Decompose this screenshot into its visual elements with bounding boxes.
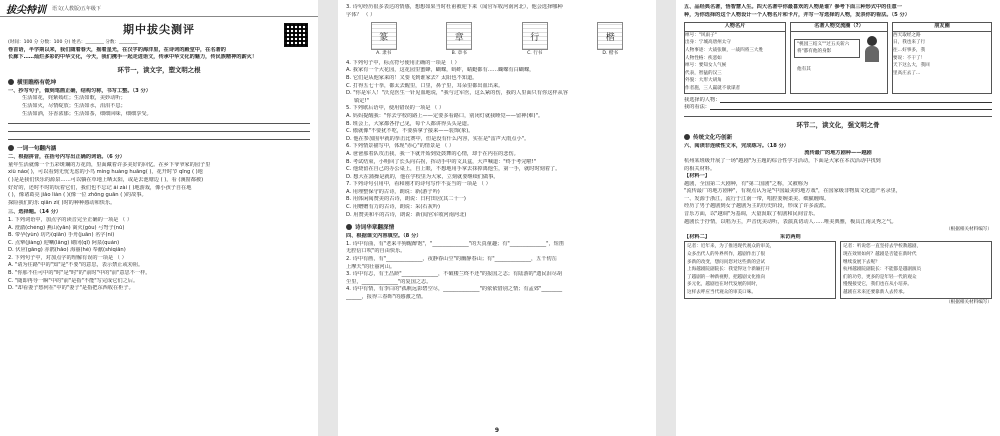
- option[interactable]: B. 它们是从他家来的！又要飞到谁家去？太阳也不知道。: [346, 74, 478, 81]
- option[interactable]: B. 用体闲阅赞美的古诗，朗说：日村田居(其二十一): [346, 196, 466, 203]
- article-intro: 的相关材料。: [684, 165, 716, 172]
- option[interactable]: D. 用赞美和平的古诗，朗说：新(闻官军收河南河北): [346, 211, 467, 218]
- fill-line[interactable]: 上摩天"的壮丽河山。: [346, 263, 396, 270]
- view-field[interactable]: 我的看法：: [684, 104, 992, 112]
- interview-boxes: [684, 241, 992, 298]
- fill-line[interactable]: 3. 诗中有志，有王昌龄"______________，不破楼兰终不还"的报国之志；有陆游的"遗民泪尽胡: [346, 271, 563, 278]
- character-card[interactable]: 名著人物交流圈（?） "桃园三结义""过五关斩六将"都有他的身影 他有其: [790, 22, 888, 93]
- fill-line[interactable]: 无腔信口吹"的自由快乐。: [346, 248, 406, 255]
- fill-line[interactable]: 尘里，______________"的复国之志。: [346, 278, 432, 285]
- pinyin-line: ( )，像诸葛亮 jiǎo liàn ( )(像一位 zhōng guān ( )的故事。: [8, 192, 147, 199]
- option[interactable]: C. 用赠赠有力的古诗，朗说：采(石灰吟): [346, 204, 440, 211]
- question-4: 四、根据课文内容填空。（8 分）: [346, 233, 422, 240]
- writing-line[interactable]: [8, 139, 310, 140]
- question-5: 五、品经典名著，悟智慧人生。四大名著中你最喜欢的人物是谁？参考下面三种形式中的任意一: [684, 4, 902, 10]
- fill-line[interactable]: 4. 诗中有情，有李白的"孤帆远影碧空尽，______________"的依依惜别之情；有孟郊"________: [346, 286, 563, 293]
- sub-question: 7. 下列诗句引用中，看和刚才的诗句写作不妥当的一项是 （ ）: [346, 181, 491, 188]
- material-text: 越剧，全国第二大剧种，有"第二国剧"之称，又被称为: [684, 180, 809, 187]
- option[interactable]: A. 我家有一个大花园，这花园里蜜蜂，蝴蝶，蚂蚱，蜻蜓都有……蝴蝶有白蝴蝶，: [346, 67, 535, 74]
- question-6: 六、阅读非连续性文本，完成练习。（18 分）: [684, 142, 789, 149]
- section-heading: 环节二，读文化，强文明之骨: [796, 120, 880, 129]
- material-text: 一、发源于浙江，流行于江南一带，唱腔委婉柔美、细腻缠绵。: [684, 195, 830, 202]
- sub-question: 6. 下列情景描写中，体现"赤心"的情景是 （ ）: [346, 143, 455, 150]
- material-text: "流传最广的地方剧种"，有观点认为是"中国最美的地方戏"，在国家级非物质文化遗产名录里，: [684, 188, 902, 195]
- option[interactable]: C. 傲就像"不要犹不吃，不要骄拿子接来——装饰(象)。: [346, 128, 474, 135]
- calligraphy-sample-icon: 篆: [371, 22, 397, 50]
- font-option[interactable]: 行 C. 行书: [522, 22, 548, 58]
- material-text: 音乐方面，以"越调"为基调，大量汲取了杭剧和民间音乐。: [684, 211, 819, 218]
- interview-box: 记者：听说您一直坚持去学校教越剧， 现在效果如何？越剧是否能在新时代 继续发展下去呢？ 杭州越剧院副院长：不能都是越剧演员 们的功劳，更多的是年轻一代的观众 慢慢接受它，我们也在从小培养。 越剧在未来还要靠新人去传承。: [840, 241, 992, 298]
- sub-question: 3. 诗句经历很多表达的情感，想想如果当时杜甫被迎下来（闻官军收河南河北），他会选择哪种: [346, 4, 563, 10]
- option[interactable]: B. 考试结束，小明回了长头向右拐，挥动手中的文具盒，大声喊道："终于考完啦!": [346, 158, 537, 165]
- source-note: （根据相关材料编写）: [946, 299, 992, 305]
- font-option[interactable]: 篆 A. 隶书: [371, 22, 397, 58]
- module-bullet-icon: [8, 145, 14, 151]
- option[interactable]: C. 点犟(jiàng) 迎喇(lǎng) 砌闭(qī) 阿泉(quán): [8, 239, 120, 246]
- page-left: [0, 0, 318, 436]
- module-heading: 一词一句翻内涵: [8, 144, 310, 152]
- page-header: [0, 0, 318, 17]
- material-text: 经历了男子越剧到女子越剧为主的历史阶段，形成了许多流派。: [684, 203, 830, 210]
- intro-line-1: 卷首语，半学期以来，我们随着春天，摇着星光，在汉字的海洋里，在诗词的殿堂中，在名著的: [8, 46, 226, 53]
- module-bullet-icon: [346, 224, 352, 230]
- question-3: 三、选择题。（14 分）: [8, 209, 62, 216]
- character-card[interactable]: 人物名片 绰号："风雨子" 出身：宁城高唐州太守 人物事迹：大战张顺，一战四将三大胜 人物性格：疾恶如 绰号：要知女人气候 代表，智猛的汉三 外貌：大形大胡角 作者施，三人赢就不欲谋者: [684, 22, 786, 93]
- copy-line: 生活如火，尽情绽放；生活如水，涓涓不息；: [22, 102, 126, 109]
- writing-line[interactable]: [8, 131, 310, 132]
- option[interactable]: A. 用埋整保守的古诗，朗说：新(游子吟): [346, 188, 440, 195]
- option[interactable]: C. "随即再导一瞬"中的"前"是指"不能"写完成它们之后。: [8, 277, 139, 284]
- source-note: （根据相关材料编写）: [946, 227, 992, 233]
- option[interactable]: D. 伏应(gāng) 赤鹃(hǎo) 海丽(hè) 奉献(shìqiān): [8, 247, 126, 254]
- article-title: 流传最广的地方剧种——越剧: [804, 150, 872, 157]
- option[interactable]: B. "你那不任可中的"时"是"时"的"前时"中的"前"意思不一样。: [8, 270, 151, 277]
- calligraphy-sample-icon: 楷: [597, 22, 623, 50]
- choose-field[interactable]: 我选择的人物：: [684, 97, 992, 105]
- subject-label: 语文(人教版)五年级下: [52, 5, 101, 12]
- option[interactable]: B. 带孕(yùn) 坊巧(qiān) 手舟(juān) 名字(nì): [8, 232, 115, 239]
- calligraphy-options: [346, 22, 648, 58]
- fill-line[interactable]: 2. 诗中有画，有"______________，夜静春山空"的幽静春山；有"______________，五千仞岳: [346, 256, 557, 263]
- option[interactable]: D. "却看妻子愁何在"中的"妻子"是指把东西收在柜子。: [8, 285, 134, 292]
- pinyin-line: 童年生活就像一个五彩斑斓的万花筒，里面藏着许多美好的回忆。在乡下爷爷家的园子里: [8, 161, 211, 168]
- material-2-header: 【材料二】 采访两则: [684, 233, 801, 240]
- calligraphy-sample-icon: 章: [446, 22, 472, 50]
- interview-box: 记者：近年来，为了推进现代观众的审美， 众多出代人的外界所作，越剧作出了很 多新的改变，想问问您对这些新的尝试 上海越剧院副院长：我觉得这个新颖打开 了越剧的一种新视野，把越剧文化推向 多元化，越剧也在时代发展的同时， 这样去呼应当代观众的审美口味。: [684, 241, 836, 298]
- module-bullet-icon: [684, 134, 690, 140]
- sub-question: 5. 下列歇后语中，使用错误的一项是 （ ）: [346, 105, 445, 112]
- character-cards: [684, 22, 992, 93]
- page-number: 9: [494, 427, 500, 434]
- person-icon: [863, 36, 881, 62]
- calligraphy-sample-icon: 行: [522, 22, 548, 50]
- writing-line[interactable]: [8, 123, 310, 124]
- question-2: 二、根据拼音，在括号内写出正确的词语。（6 分）: [8, 154, 125, 161]
- copy-line: 生活如酒，芬香浓郁；生活如茶，细细回味，细细享受。: [22, 110, 152, 117]
- option[interactable]: D. 他在参加围甲就的拳击比赛中，但是没有什么内容，实在是"雷声大雨点小"。: [346, 135, 530, 142]
- option[interactable]: D. "你是军人！"沃克医生一针见血地说，"我与过军医，这么紧的伤，我的人里面只有你这样从容: [346, 90, 568, 97]
- section-heading: 环节一，读文字，塑文明之根: [117, 65, 201, 74]
- module-heading: 传统文化巧创新: [684, 133, 992, 141]
- font-option[interactable]: 章 B. 章书: [446, 22, 472, 58]
- sub-question: 字体？ （ ）: [346, 11, 376, 18]
- question-5-cont: 种，为你选择的这个人物设计一个人物名片和卡片，并写一写选择的人物，发表你的看法。（5 分）: [684, 11, 910, 18]
- material-label: 【材料一】: [684, 173, 710, 180]
- intro-line-2: 长廊下……灿烂多彩的中华文化，今天，我们携手一起走进语文，传承中华文化的魅力，传民族精神的薪火！: [8, 54, 258, 61]
- question-1: 一、抄写句子，做到笔画正确，结构匀称，书写工整。（3 分）: [8, 87, 151, 94]
- page-title: 期中拔尖测评: [123, 23, 195, 36]
- option[interactable]: D. 想大在蒲操是就的，他在学校里为大家，立刻就要继续们做事。: [346, 173, 499, 180]
- copy-line: 生活如花，姹紫嫣红；生活如歌，美妙动听；: [22, 95, 126, 102]
- sub-question: 2. 下列句子中，对加点字的理解有误的一项是 （ ）: [8, 254, 127, 261]
- sub-question: 4. 下列句子中，标点符号使用正确的一项是 （ ）: [346, 59, 460, 66]
- option[interactable]: C. 打得五七十拳，都太去醒里，口里，鼻子里，耳朵里都出血出来。: [346, 82, 504, 89]
- article-intro: 杭州某班级开展了一场"越剧"为主题的综合性学习活动，下面是大家在本次活动中找到: [684, 157, 881, 164]
- qr-code-icon[interactable]: [284, 23, 308, 47]
- character-card[interactable]: 朋友圈 西天取经之路 日，我也来了行 往…好事多，我 要说：不干了！ 天下这么大，我回 里高庄去了...: [892, 22, 992, 93]
- pinyin-line: 好好的，还时不时的玩着它们，我们也不忘记 ái zài ( )地游戏，像小孩子自在地: [8, 184, 192, 191]
- module-bullet-icon: [8, 79, 14, 85]
- page-right: [676, 0, 1000, 436]
- option-tail: 镇定!": [354, 97, 369, 104]
- module-heading: 诗词华章翻深情: [346, 223, 648, 231]
- fill-line[interactable]: 1. 诗中有曲，有"老来丰狗醒醉饱"，"______________"的天真童趣；有"______________"，短笛: [346, 240, 565, 247]
- option[interactable]: A. "请为往路"中的"知"是"不要"的意思，表示禁止或劝阻。: [8, 262, 144, 269]
- option[interactable]: A. 澄澈(chéng) 燕山(yān) 篱火(gǒu) 弓弩子(nǔ): [8, 224, 125, 231]
- option[interactable]: A. 妈妈提醒我："你去学校的路上——定要多看路口，别闭灯就我睡觉——留神(难)"。: [346, 112, 544, 119]
- brand-logo: 拔尖特训: [6, 4, 46, 16]
- pinyin-line: xiù náo( )，可以看到无忧无虑的小鸟 míng huàng huāng( )，花开时节 qǐng ( )地: [8, 169, 203, 176]
- pinyin-line: 探险我们的乐 qiān zì( )时的种种感动和快乐。: [8, 199, 116, 206]
- sub-question: 1. 下列词语中，加点字的读音完全正确的一项是 （ ）: [8, 216, 133, 223]
- font-option[interactable]: 楷 D. 楷书: [597, 22, 623, 58]
- option[interactable]: C. 他烧留在自己的办公桌上，自上眼，不想地用手掌去抹掉离他生，第一手，就时时刻着了。: [346, 166, 561, 173]
- page-middle: [338, 0, 656, 436]
- material-text: 越剧长于抒情，以唱为主，声音优美动听，表演真切动人……唯美典雅，极具江南灵秀之气。: [684, 218, 897, 225]
- option[interactable]: B. 班会上，大家都各抒己见，每个人都讲得头头是道。: [346, 120, 473, 127]
- module-heading: 横里瞧格有乾坤: [8, 78, 310, 86]
- score-meta: (时间：100 分 分数：100 分) 姓名：________ 分数：________: [8, 40, 138, 45]
- option[interactable]: A. 爸爸那着队攻击我，我一下就开始到处鼓舞的心情，却于在内在的悲伤。: [346, 150, 519, 157]
- writing-line[interactable]: [684, 116, 992, 117]
- fill-line[interactable]: ______，报得三春晖"的感激之情。: [346, 294, 427, 300]
- pinyin-line: ( )是是我们快乐的源泉……可以躺在草地上晒太阳，或是去池塘边 ( )，看 (溪窗都被): [8, 176, 204, 183]
